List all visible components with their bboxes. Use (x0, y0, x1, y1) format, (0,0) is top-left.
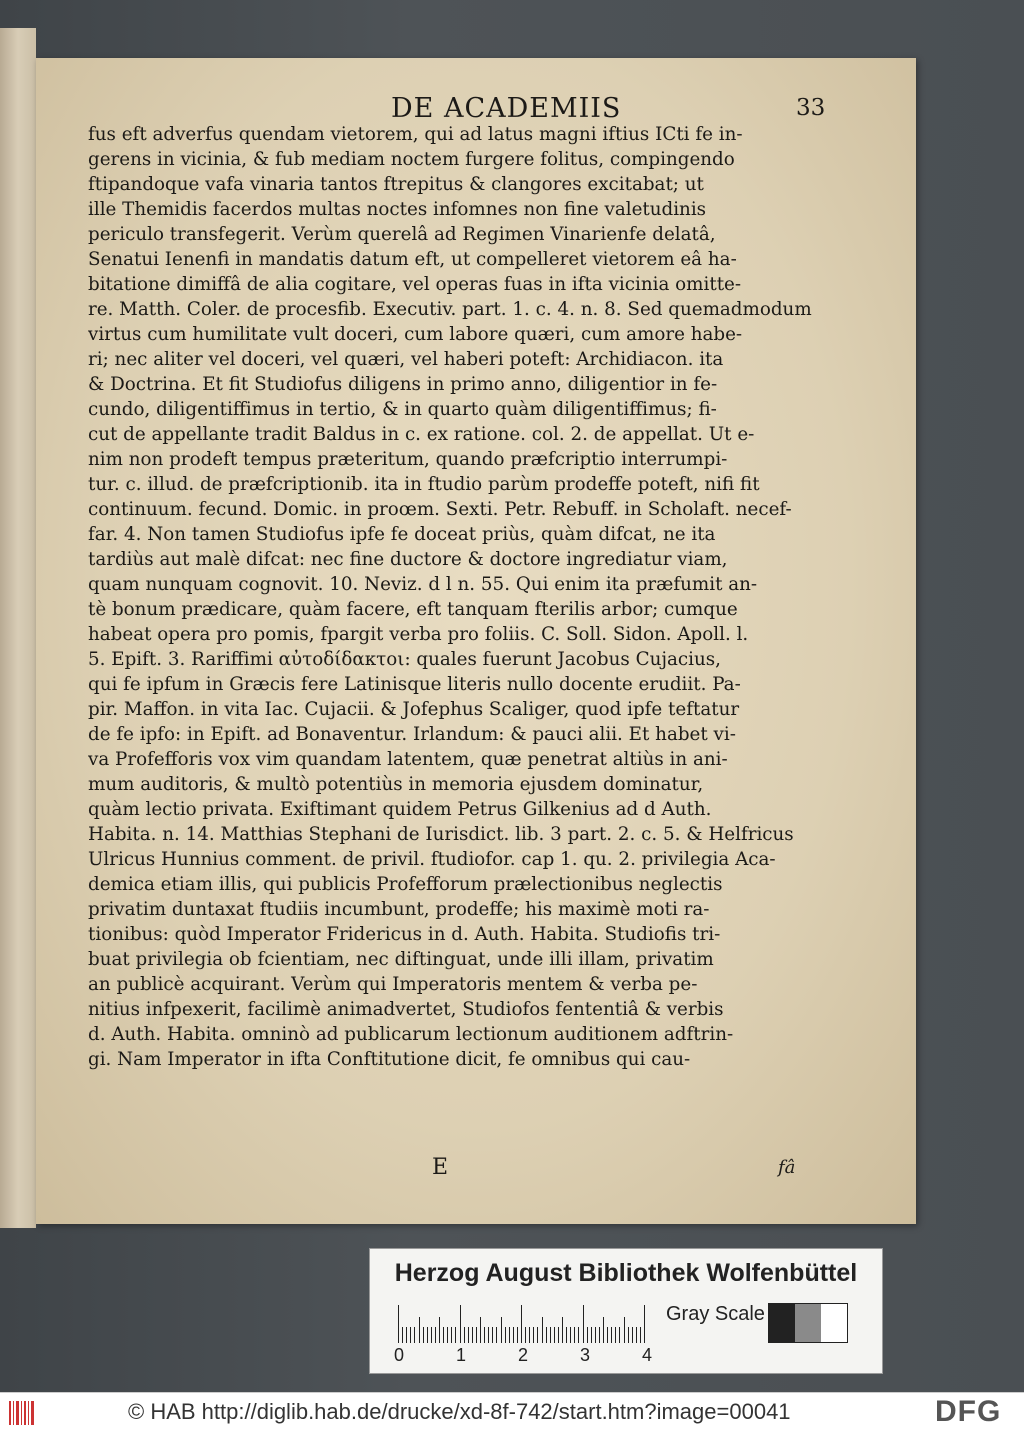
text-line: quam nunquam cognovit. 10. Neviz. d l n. 55. Qui enim ita præfumit an- (88, 574, 758, 595)
left-page-edge (0, 28, 36, 1228)
text-line: bitatione dimiffâ de alia cogitare, vel operas fuas in ifta vicinia omitte- (88, 274, 742, 295)
ruler-tick (611, 1327, 612, 1343)
ruler-tick (513, 1327, 514, 1343)
ruler-tick (529, 1327, 530, 1343)
ruler-tick (517, 1327, 518, 1343)
gray-scale-label: Gray Scale (666, 1303, 765, 1325)
ruler-tick (624, 1317, 625, 1343)
text-line: far. 4. Non tamen Studiofus ipfe fe doceat priùs, quàm difcat, ne ita (88, 524, 716, 545)
text-line: cundo, diligentiffimus in tertio, & in quarto quàm diligentiffimus; fi- (88, 399, 717, 420)
ruler-tick (628, 1327, 629, 1343)
ruler-tick (484, 1327, 485, 1343)
ruler-number: 1 (456, 1345, 467, 1365)
ruler-tick (496, 1327, 497, 1343)
text-line: tardiùs aut malè difcat: nec fine ductore & doctore ingrediatur viam, (88, 549, 728, 570)
ruler-tick (537, 1327, 538, 1343)
text-line: gerens in vicinia, & fub mediam noctem furgere folitus, compingendo (88, 149, 735, 170)
text-line: buat privilegia ob fcientiam, nec diftinguat, unde illi illam, privatim (88, 949, 714, 970)
ruler-tick (587, 1327, 588, 1343)
ruler-tick (480, 1317, 481, 1343)
ruler-tick (488, 1327, 489, 1343)
text-line: habeat opera pro pomis, fpargit verba pro foliis. C. Soll. Sidon. Apoll. l. (88, 624, 749, 645)
text-line: ille Themidis facerdos multas noctes infomnes non fine valetudinis (88, 199, 707, 220)
text-line: pir. Maffon. in vita Iac. Cujacii. & Jofephus Scaliger, quod ipfe teftatur (88, 699, 740, 720)
ruler-tick (464, 1327, 465, 1343)
text-line: demica etiam illis, qui publicis Profefforum prælectionibus neglectis (88, 874, 723, 895)
text-line: nitius infpexerit, facilimè animadvertet, Studiofos fententiâ & verbis (88, 999, 724, 1020)
ruler-tick (636, 1327, 637, 1343)
ruler-tick (603, 1317, 604, 1343)
ruler-tick (398, 1305, 399, 1343)
ruler-tick (599, 1327, 600, 1343)
text-line: tionibus: quòd Imperator Fridericus in d. Auth. Habita. Studiofis tri- (88, 924, 721, 945)
text-line: nim non prodeft tempus præteritum, quando præfcriptio interrumpi- (88, 449, 728, 470)
ruler-scale (398, 1305, 648, 1343)
ruler-tick (574, 1327, 575, 1343)
gray-swatch (769, 1304, 795, 1342)
ruler-tick (427, 1327, 428, 1343)
text-line: qui fe ipfum in Græcis fere Latinisque literis nullo docente erudiit. Pa- (88, 674, 741, 695)
text-line: Habita. n. 14. Matthias Stephani de Iurisdict. lib. 3 part. 2. c. 5. & Helfricus (88, 824, 794, 845)
page-footer (36, 1155, 916, 1185)
ruler-tick (431, 1327, 432, 1343)
ruler-tick (591, 1327, 592, 1343)
ruler-tick (451, 1327, 452, 1343)
page-number: 33 (796, 95, 826, 121)
catchword: fâ (778, 1157, 796, 1178)
gray-swatch (795, 1304, 821, 1342)
text-line: Senatui Ienenfi in mandatis datum eft, ut compelleret vietorem eâ ha- (88, 249, 737, 270)
text-line: d. Auth. Habita. omninò ad publicarum lectionum auditionem adftrin- (88, 1024, 734, 1045)
ruler-tick (455, 1327, 456, 1343)
ruler-tick (533, 1327, 534, 1343)
ruler-tick (550, 1327, 551, 1343)
ruler-tick (619, 1327, 620, 1343)
running-head: DE ACADEMIIS (391, 93, 622, 124)
text-line: privatim duntaxat ftudiis incumbunt, prodeffe; his maximè moti ra- (88, 899, 710, 920)
ruler-number: 0 (394, 1345, 405, 1365)
ruler-tick (542, 1317, 543, 1343)
ruler-tick (460, 1305, 461, 1343)
ruler-tick (566, 1327, 567, 1343)
signature-mark: E (432, 1155, 449, 1180)
ruler-tick (644, 1305, 645, 1343)
color-ruler-card (369, 1248, 883, 1374)
ruler-tick (595, 1327, 596, 1343)
ruler-tick (468, 1327, 469, 1343)
text-line: continuum. fecund. Domic. in proœm. Sexti. Petr. Rebuff. in Scholaft. necef- (88, 499, 792, 520)
ruler-tick (554, 1327, 555, 1343)
ruler-tick (439, 1317, 440, 1343)
text-line: periculo transfegerit. Verùm querelâ ad Regimen Vinarienfe delatâ, (88, 224, 716, 245)
ruler-tick (570, 1327, 571, 1343)
library-title: Herzog August Bibliothek Wolfenbüttel (394, 1259, 858, 1287)
ruler-tick (505, 1327, 506, 1343)
gray-scale-swatches (768, 1303, 848, 1343)
credit-link[interactable]: © HAB http://diglib.hab.de/drucke/xd-8f-742/start.htm?image=00041 (128, 1399, 791, 1424)
text-line: Ulricus Hunnius comment. de privil. ftudiofor. cap 1. qu. 2. privilegia Aca- (88, 849, 776, 870)
ruler-tick (402, 1327, 403, 1343)
text-line: 5. Epift. 3. Rariffimi αὐτοδίδακτοι: quales fuerunt Jacobus Cujacius, (88, 649, 721, 670)
ruler-tick (640, 1327, 641, 1343)
ruler-tick (558, 1327, 559, 1343)
body-text (88, 122, 814, 1072)
ruler-tick (472, 1327, 473, 1343)
page-header (36, 93, 916, 123)
text-line: va Profefforis vox vim quandam latentem, quæ penetrat altiùs in ani- (88, 749, 728, 770)
ruler-tick (476, 1327, 477, 1343)
ruler-tick (525, 1327, 526, 1343)
ruler-number: 3 (580, 1345, 591, 1365)
ruler-tick (509, 1327, 510, 1343)
ruler-tick (414, 1327, 415, 1343)
ruler-tick (423, 1327, 424, 1343)
ruler-tick (447, 1327, 448, 1343)
text-line: tur. c. illud. de præfcriptionib. ita in ftudio parùm prodeffe poteft, nifi fit (88, 474, 760, 495)
text-line: re. Matth. Coler. de procesfib. Executiv. part. 1. c. 4. n. 8. Sed quemadmodum (88, 299, 812, 320)
text-line: ri; nec aliter vel doceri, vel quæri, vel haberi poteft: Archidiacon. ita (88, 349, 724, 370)
text-line: & Doctrina. Et fit Studiofus diligens in primo anno, diligentior in fe- (88, 374, 718, 395)
text-line: de fe ipfo: in Epift. ad Bonaventur. Irlandum: & pauci alii. Et habet vi- (88, 724, 736, 745)
ruler-tick (435, 1327, 436, 1343)
gray-swatch (821, 1304, 847, 1342)
text-line: tè bonum prædicare, quàm facere, eft tanquam fterilis arbor; cumque (88, 599, 738, 620)
text-line: fus eft adverfus quendam vietorem, qui ad latus magni iftius ICti fe in- (88, 124, 743, 145)
text-line: virtus cum humilitate vult doceri, cum labore quæri, cum amore habe- (88, 324, 743, 345)
ruler-tick (443, 1327, 444, 1343)
text-line: gi. Nam Imperator in ifta Conftitutione dicit, fe omnibus qui cau- (88, 1049, 691, 1070)
ruler-number: 2 (518, 1345, 529, 1365)
ruler-tick (615, 1327, 616, 1343)
ruler-tick (521, 1305, 522, 1343)
barcode-icon (8, 1399, 36, 1427)
ruler-tick (562, 1317, 563, 1343)
ruler-tick (607, 1327, 608, 1343)
ruler-tick (583, 1305, 584, 1343)
ruler-tick (501, 1317, 502, 1343)
ruler-tick (419, 1317, 420, 1343)
ruler-tick (406, 1327, 407, 1343)
ruler-tick (546, 1327, 547, 1343)
text-line: an publicè acquirant. Verùm qui Imperatoris mentem & verba pe- (88, 974, 698, 995)
text-line: ftipandoque vafa vinaria tantos ftrepitus & clangores excitabat; ut (88, 174, 704, 195)
text-line: mum auditoris, & multò potentiùs in memoria ejusdem dominatur, (88, 774, 704, 795)
text-line: cut de appellante tradit Baldus in c. ex ratione. col. 2. de appellat. Ut e- (88, 424, 755, 445)
ruler-tick (492, 1327, 493, 1343)
ruler-tick (632, 1327, 633, 1343)
viewer-footer (0, 1392, 1024, 1433)
dfg-logo: DFG (935, 1395, 1002, 1428)
ruler-number: 4 (642, 1345, 653, 1365)
ruler-tick (578, 1327, 579, 1343)
text-line: quàm lectio privata. Exiftimant quidem Petrus Gilkenius ad d Auth. (88, 799, 712, 820)
ruler-tick (410, 1327, 411, 1343)
